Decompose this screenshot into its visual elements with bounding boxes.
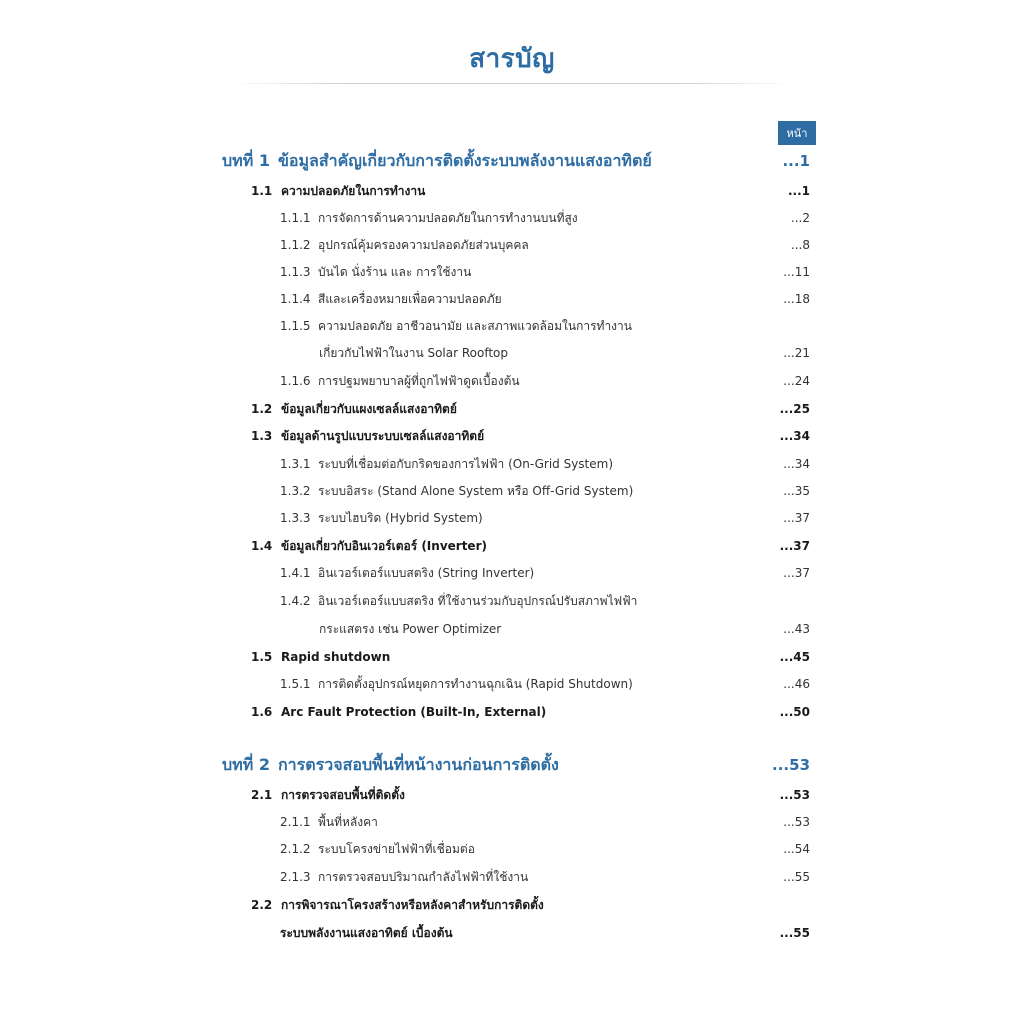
toc-entry[interactable]	[251, 645, 390, 669]
toc-entry-number: 1.4.1	[280, 566, 311, 580]
toc-entry-number: 2.2	[251, 898, 273, 912]
toc-entry-page: ...53	[783, 815, 810, 829]
toc-entry-page: ...34	[783, 457, 810, 471]
toc-entry-page: ...37	[783, 566, 810, 580]
toc-entry[interactable]	[280, 369, 520, 393]
toc-entry[interactable]	[280, 589, 637, 613]
toc-entry-page: ...1	[787, 184, 810, 198]
toc-entry[interactable]	[280, 260, 471, 284]
toc-entry[interactable]	[251, 893, 544, 917]
toc-entry-title: ระบบที่เชื่อมต่อกับกริดของการไฟฟ้า (On-Grid System)	[318, 456, 614, 471]
toc-entry-title: อินเวอร์เตอร์แบบสตริง (String Inverter)	[318, 565, 535, 580]
toc-entry-title: การตรวจสอบพื้นที่ติดตั้ง	[281, 787, 405, 802]
toc-entry-title: บันได นั่งร้าน และ การใช้งาน	[318, 264, 472, 279]
toc-entry-page: ...18	[783, 292, 810, 306]
toc-entry-title: พื้นที่หลังคา	[318, 814, 378, 829]
toc-entry[interactable]	[280, 810, 378, 834]
toc-entry-title: Rapid shutdown	[281, 650, 391, 664]
toc-entry[interactable]	[251, 424, 484, 448]
toc-entry-number: บทที่ 1	[222, 150, 270, 170]
toc-entry[interactable]	[251, 783, 405, 807]
toc-entry[interactable]	[280, 837, 475, 861]
toc-entry-number: 1.4.2	[280, 594, 311, 608]
toc-entry-page: ...54	[783, 842, 810, 856]
toc-entry[interactable]	[280, 506, 483, 530]
toc-entry[interactable]	[280, 452, 613, 476]
toc-entry-title: การตรวจสอบพื้นที่หน้างานก่อนการติดตั้ง	[277, 754, 559, 774]
toc-entry-title: ข้อมูลเกี่ยวกับอินเวอร์เตอร์ (Inverter)	[281, 538, 487, 553]
toc-entry-page: ...35	[783, 484, 810, 498]
toc-entry-number: 1.6	[251, 705, 273, 719]
toc-entry-page: ...45	[779, 650, 810, 664]
toc-entry-title: การติดตั้งอุปกรณ์หยุดการทำงานฉุกเฉิน (Rapid Shutdown)	[318, 676, 633, 691]
toc-entry-page: ...2	[790, 211, 810, 225]
toc-entry-page: ...53	[772, 756, 810, 774]
toc-entry[interactable]	[280, 206, 578, 230]
toc-entry-title: ระบบพลังงานแสงอาทิตย์ เบื้องต้น	[280, 925, 453, 940]
toc-entry-number: บทที่ 2	[222, 754, 270, 774]
toc-entry-number: 1.1.2	[280, 238, 311, 252]
toc-entry-number: 1.3.1	[280, 457, 311, 471]
toc-entry-number: 1.1.4	[280, 292, 311, 306]
toc-entry-title: การตรวจสอบปริมาณกำลังไฟฟ้าที่ใช้งาน	[318, 869, 529, 884]
toc-entry[interactable]	[319, 617, 501, 641]
toc-entry-page: ...43	[783, 622, 810, 636]
toc-entry-number: 1.1	[251, 184, 273, 198]
toc-entry-number: 2.1.1	[280, 815, 311, 829]
toc-entry-page: ...50	[779, 705, 810, 719]
toc-entry-number: 1.3.2	[280, 484, 311, 498]
toc-entry-page: ...8	[790, 238, 810, 252]
toc-entry[interactable]	[280, 865, 528, 889]
toc-entry-title: การจัดการด้านความปลอดภัยในการทำงานบนที่สูง	[318, 210, 578, 225]
toc-entry[interactable]	[280, 314, 632, 338]
toc-entry-page: ...37	[779, 539, 810, 553]
toc-entry-number: 1.1.5	[280, 319, 311, 333]
toc-entry[interactable]	[280, 287, 502, 311]
toc-entry-title: ระบบไฮบริด (Hybrid System)	[318, 510, 483, 525]
toc-entry-title: กระแสตรง เช่น Power Optimizer	[319, 621, 502, 636]
toc-entry[interactable]	[251, 534, 487, 558]
toc-entry[interactable]	[280, 921, 453, 945]
toc-entry-page: ...24	[783, 374, 810, 388]
toc-entry-number: 1.1.6	[280, 374, 311, 388]
toc-entry-number: 1.4	[251, 539, 273, 553]
toc-entry-title: การพิจารณาโครงสร้างหรือหลังคาสำหรับการติดตั้ง	[281, 897, 544, 912]
toc-entry-number: 1.5.1	[280, 677, 311, 691]
toc-entry-page: ...11	[783, 265, 810, 279]
toc-entry-title: ข้อมูลด้านรูปแบบระบบเซลล์แสงอาทิตย์	[281, 428, 485, 443]
toc-entry[interactable]	[251, 700, 546, 724]
toc-entry-number: 1.5	[251, 650, 273, 664]
toc-entry-page: ...55	[779, 926, 810, 940]
toc-entry-title: ระบบโครงข่ายไฟฟ้าที่เชื่อมต่อ	[318, 841, 475, 856]
toc-entry-page: ...34	[779, 429, 810, 443]
toc-entry-title: อุปกรณ์คุ้มครองความปลอดภัยส่วนบุคคล	[318, 237, 529, 252]
toc-entry[interactable]	[222, 753, 559, 777]
toc-entry-page: ...46	[783, 677, 810, 691]
toc-entry-number: 1.1.1	[280, 211, 311, 225]
page-column-badge: หน้า	[778, 121, 816, 145]
toc-entry-number: 1.3	[251, 429, 273, 443]
toc-entry-number: 1.2	[251, 402, 273, 416]
toc-entry[interactable]	[251, 397, 457, 421]
toc-entry-title: เกี่ยวกับไฟฟ้าในงาน Solar Rooftop	[319, 345, 509, 360]
toc-entry[interactable]	[319, 341, 508, 365]
toc-entry[interactable]	[280, 479, 633, 503]
toc-entry-title: ความปลอดภัย อาชีวอนามัย และสภาพแวดล้อมในการทำงาน	[318, 318, 632, 333]
toc-entry-title: ข้อมูลสำคัญเกี่ยวกับการติดตั้งระบบพลังงานแสงอาทิตย์	[277, 150, 652, 170]
toc-entry-title: อินเวอร์เตอร์แบบสตริง ที่ใช้งานร่วมกับอุปกรณ์ปรับสภาพไฟฟ้า	[318, 593, 638, 608]
page-title: สารบัญ	[469, 44, 555, 74]
toc-entry-title: Arc Fault Protection (Built-In, External)	[281, 705, 547, 719]
toc-entry-number: 2.1.2	[280, 842, 311, 856]
toc-entry-title: ความปลอดภัยในการทำงาน	[281, 183, 426, 198]
toc-entry[interactable]	[251, 179, 425, 203]
toc-entry-page: ...21	[783, 346, 810, 360]
toc-entry-title: การปฐมพยาบาลผู้ที่ถูกไฟฟ้าดูดเบื้องต้น	[318, 373, 520, 388]
toc-entry-title: สีและเครื่องหมายเพื่อความปลอดภัย	[318, 291, 502, 306]
toc-entry-number: 2.1	[251, 788, 273, 802]
toc-entry-page: ...53	[779, 788, 810, 802]
toc-entry-number: 1.1.3	[280, 265, 311, 279]
toc-entry[interactable]	[222, 149, 652, 173]
toc-entry-page: ...55	[783, 870, 810, 884]
toc-entry-number: 1.3.3	[280, 511, 311, 525]
toc-entry-page: ...25	[779, 402, 810, 416]
title-divider	[232, 83, 792, 84]
toc-entry-title: ระบบอิสระ (Stand Alone System หรือ Off-Grid System)	[318, 483, 634, 498]
toc-entry-number: 2.1.3	[280, 870, 311, 884]
toc-entry-page: ...37	[783, 511, 810, 525]
toc-entry[interactable]	[280, 561, 534, 585]
toc-entry-title: ข้อมูลเกี่ยวกับแผงเซลล์แสงอาทิตย์	[281, 401, 457, 416]
toc-entry[interactable]	[280, 233, 529, 257]
toc-entry-page: ...1	[782, 152, 810, 170]
toc-entry[interactable]	[280, 672, 633, 696]
